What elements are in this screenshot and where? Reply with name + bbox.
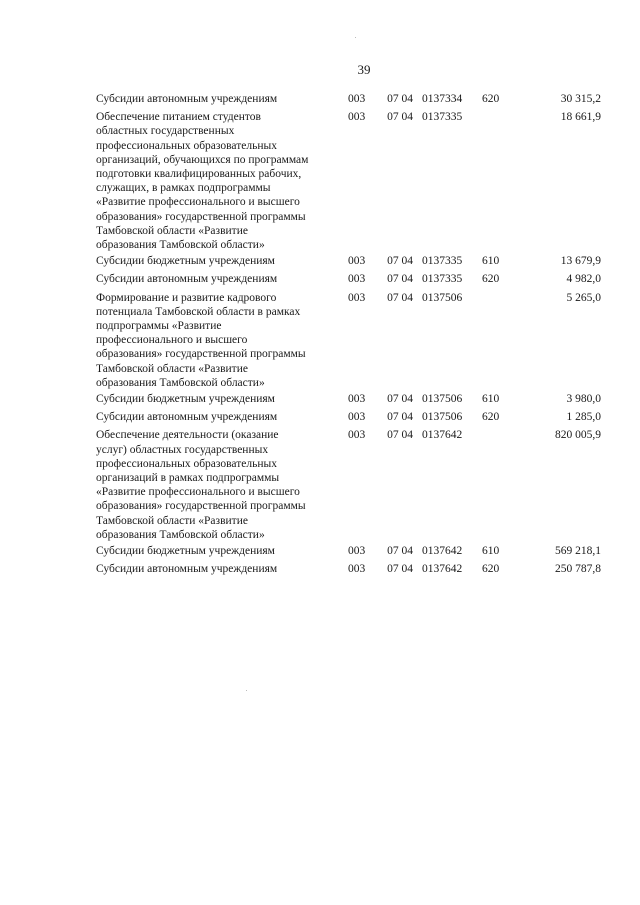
row-article-code: 0137642 xyxy=(422,429,463,442)
table-row xyxy=(96,110,601,252)
row-amount: 13 679,9 xyxy=(560,255,601,268)
row-article-code: 0137506 xyxy=(422,411,463,424)
table-row xyxy=(96,562,601,576)
table-row xyxy=(96,410,601,424)
row-section-code: 07 04 xyxy=(387,291,413,304)
scan-speck xyxy=(246,690,247,691)
row-amount: 820 005,9 xyxy=(555,429,601,442)
table-row xyxy=(96,544,601,558)
scan-speck xyxy=(355,37,356,38)
table-row xyxy=(96,392,601,406)
row-ministry-code: 003 xyxy=(348,393,366,406)
row-amount: 250 787,8 xyxy=(555,563,601,576)
row-section-code: 07 04 xyxy=(387,563,413,576)
row-ministry-code: 003 xyxy=(348,545,366,558)
row-ministry-code: 003 xyxy=(348,111,366,124)
row-ministry-code: 003 xyxy=(348,291,366,304)
row-amount: 1 285,0 xyxy=(566,411,601,424)
row-amount: 30 315,2 xyxy=(560,93,601,105)
row-ministry-code: 003 xyxy=(348,255,366,268)
row-name: Субсидии автономным учреждениям xyxy=(96,563,278,576)
row-name: Субсидии бюджетным учреждениям xyxy=(96,255,275,268)
row-expense-type: 620 xyxy=(482,273,500,286)
row-amount: 4 982,0 xyxy=(566,273,601,286)
row-article-code: 0137335 xyxy=(422,255,463,268)
table-row xyxy=(96,291,601,390)
row-expense-type: 620 xyxy=(482,93,500,105)
row-article-code: 0137335 xyxy=(422,273,463,286)
row-expense-type: 620 xyxy=(482,563,500,576)
row-section-code: 07 04 xyxy=(387,429,413,442)
row-name: Субсидии автономным учреждениям xyxy=(96,93,278,105)
row-section-code: 07 04 xyxy=(387,111,413,124)
table-row xyxy=(96,254,601,268)
row-section-code: 07 04 xyxy=(387,545,413,558)
row-article-code: 0137506 xyxy=(422,393,463,406)
table-row xyxy=(96,428,601,542)
row-expense-type: 610 xyxy=(482,255,500,268)
row-section-code: 07 04 xyxy=(387,273,413,286)
row-article-code: 0137506 xyxy=(422,291,463,304)
row-amount: 3 980,0 xyxy=(566,393,601,406)
row-section-code: 07 04 xyxy=(387,93,413,105)
row-amount: 5 265,0 xyxy=(566,291,601,304)
page-number: 39 xyxy=(357,62,371,77)
row-name: Обеспечение питанием студентов областных государственных профессиональных образовательных организаций, обучающихся по программам подготовки квалифицированных рабочих, служащих, в рамках подпрограммы «Развитие профессионального и высшего образования» государственной программы Тамбовской области «Развитие образования Тамбовской области» xyxy=(96,111,309,252)
row-section-code: 07 04 xyxy=(387,255,413,268)
row-section-code: 07 04 xyxy=(387,393,413,406)
row-expense-type: 620 xyxy=(482,411,500,424)
row-name: Субсидии автономным учреждениям xyxy=(96,411,278,424)
row-ministry-code: 003 xyxy=(348,429,366,442)
row-article-code: 0137335 xyxy=(422,111,463,124)
row-article-code: 0137334 xyxy=(422,93,463,105)
row-ministry-code: 003 xyxy=(348,411,366,424)
row-name: Субсидии автономным учреждениям xyxy=(96,273,278,286)
row-name: Формирование и развитие кадрового потенциала Тамбовской области в рамках подпрограммы «Развитие профессионального и высшего образования» государственной программы Тамбовской области «Развитие образования Тамбовской области» xyxy=(96,291,306,389)
row-amount: 18 661,9 xyxy=(560,111,601,124)
row-expense-type: 610 xyxy=(482,545,500,558)
table-row xyxy=(96,272,601,286)
row-article-code: 0137642 xyxy=(422,545,463,558)
table-row xyxy=(96,92,601,106)
row-name: Субсидии бюджетным учреждениям xyxy=(96,545,275,558)
row-section-code: 07 04 xyxy=(387,411,413,424)
row-ministry-code: 003 xyxy=(348,563,366,576)
row-ministry-code: 003 xyxy=(348,273,366,286)
row-name: Субсидии бюджетным учреждениям xyxy=(96,393,275,406)
row-article-code: 0137642 xyxy=(422,563,463,576)
row-expense-type: 610 xyxy=(482,393,500,406)
row-ministry-code: 003 xyxy=(348,93,366,105)
row-amount: 569 218,1 xyxy=(555,545,601,558)
budget-table xyxy=(96,92,601,581)
row-name: Обеспечение деятельности (оказание услуг) областных государственных профессиональных образовательных организаций в рамках подпрограммы «Развитие профессионального и высшего образования» государственной программы Тамбовской области «Развитие образования Тамбовской области» xyxy=(96,429,306,541)
